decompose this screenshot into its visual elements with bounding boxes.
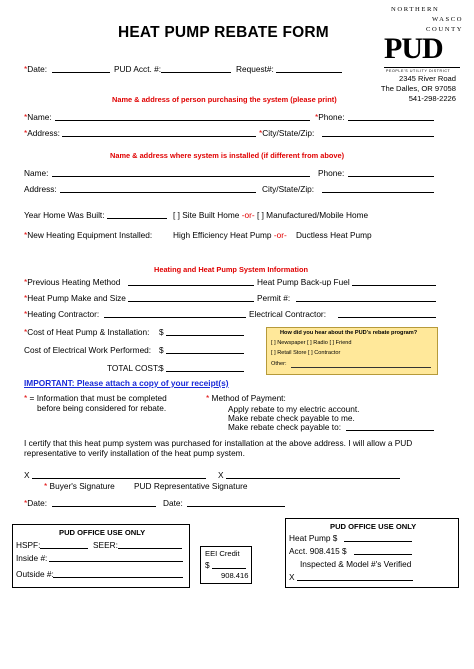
- inspected-x: X: [289, 572, 295, 582]
- pud-signature-label: PUD Representative Signature: [134, 481, 248, 491]
- cost-hp-label: *Cost of Heat Pump & Installation:: [24, 327, 150, 337]
- seer-field[interactable]: [118, 548, 182, 549]
- logo-mark: PUD: [384, 32, 443, 65]
- pud-date-field[interactable]: [187, 506, 285, 507]
- date-row: *Date:: [24, 64, 48, 74]
- new-equipment-label: New Heating Equipment Installed:: [27, 230, 153, 240]
- buyer-signature-label: * Buyer's Signature: [44, 481, 115, 491]
- installed-phone-label: Phone:: [318, 168, 345, 178]
- purchaser-address-field[interactable]: [62, 136, 256, 137]
- site-built-checkbox[interactable]: [ ]: [173, 210, 180, 220]
- new-equipment-row: *New Heating Equipment Installed:: [24, 230, 153, 240]
- outside-label: Outside #:: [16, 569, 54, 579]
- required-info-note-2: before being considered for rebate.: [37, 403, 167, 413]
- or-text-2: -or-: [273, 230, 287, 240]
- purchaser-city-field[interactable]: [322, 136, 434, 137]
- logo-rule: [384, 67, 460, 68]
- electrical-contractor-label: Electrical Contractor:: [249, 309, 327, 319]
- installed-city-field[interactable]: [322, 192, 434, 193]
- purchaser-phone-label: *Phone:: [315, 112, 345, 122]
- heat-pump-field[interactable]: [344, 541, 412, 542]
- total-cost-field[interactable]: [166, 371, 244, 372]
- hspf-field[interactable]: [40, 548, 88, 549]
- manufactured-checkbox[interactable]: [ ] Manufactured/Mobile Home: [256, 210, 369, 220]
- installed-name-field[interactable]: [52, 176, 310, 177]
- cost-elec-field[interactable]: [166, 353, 244, 354]
- seer-label: SEER:: [93, 540, 118, 550]
- date-label: Date:: [27, 64, 48, 74]
- site-built-label: Site Built Home: [182, 210, 240, 220]
- pud-acct-field[interactable]: [161, 72, 231, 73]
- permit-field[interactable]: [296, 301, 436, 302]
- survey-other-label: Other:: [271, 361, 287, 367]
- inside-field[interactable]: [49, 561, 183, 562]
- purchaser-city-label: *City/State/Zip:: [259, 128, 315, 138]
- cost-hp-field[interactable]: [166, 335, 244, 336]
- acct-field[interactable]: [354, 554, 412, 555]
- buyer-x: X: [24, 470, 30, 480]
- eei-credit-box: [200, 546, 252, 584]
- installed-heading: Name & address where system is installed (if different from above): [110, 151, 345, 160]
- installed-phone-field[interactable]: [348, 176, 434, 177]
- inspected-label: Inspected & Model #'s Verified: [300, 559, 412, 569]
- payment-option-account[interactable]: Apply rebate to my electric account.: [228, 404, 360, 414]
- pud-logo: [382, 6, 462, 78]
- buyer-date-field[interactable]: [52, 506, 156, 507]
- survey-other-field[interactable]: [291, 367, 431, 368]
- total-cost-label: TOTAL COST:: [107, 363, 160, 373]
- address-city: The Dalles, OR 97058: [380, 84, 456, 93]
- backup-fuel-field[interactable]: [352, 285, 436, 286]
- equipment-options: [173, 230, 372, 240]
- request-label: Request#:: [236, 64, 274, 74]
- survey-box: [266, 327, 438, 375]
- purchaser-heading: Name & address of person purchasing the system (please print): [112, 95, 337, 104]
- installed-name-label: Name:: [24, 168, 49, 178]
- payment-option-me[interactable]: Make rebate check payable to me.: [228, 413, 355, 423]
- inspected-signature-field[interactable]: [297, 580, 413, 581]
- pud-signature-field[interactable]: [226, 478, 400, 479]
- hspf-label: HSPF:: [16, 540, 41, 550]
- heat-pump-label: Heat Pump $: [289, 533, 338, 543]
- heating-contractor-label: *Heating Contractor:: [24, 309, 100, 319]
- permit-label: Permit #:: [257, 293, 291, 303]
- heating-heading: Heating and Heat Pump System Information: [154, 265, 308, 274]
- outside-field[interactable]: [53, 577, 183, 578]
- purchaser-address-label: *Address:: [24, 128, 60, 138]
- survey-question: How did you hear about the PUD's rebate program?: [280, 330, 418, 336]
- office-use-left: [12, 524, 190, 588]
- installed-city-label: City/State/Zip:: [262, 184, 315, 194]
- buyer-signature-field[interactable]: [32, 478, 206, 479]
- installed-address-field[interactable]: [60, 192, 256, 193]
- acct-label: Acct. 908.415 $: [289, 546, 347, 556]
- year-built-field[interactable]: [107, 218, 167, 219]
- office-use-right: [285, 518, 459, 588]
- office-left-heading: PUD OFFICE USE ONLY: [59, 528, 146, 537]
- required-info-note: * = Information that must be completed: [24, 393, 167, 403]
- address-phone: 541-298-2226: [408, 94, 456, 103]
- eei-field[interactable]: [212, 568, 246, 569]
- cost-elec-dollar: $: [159, 345, 164, 355]
- payment-option-other[interactable]: Make rebate check payable to:: [228, 422, 341, 432]
- total-cost-dollar: $: [159, 363, 164, 373]
- survey-options-2[interactable]: [ ] Retail Store [ ] Contractor: [271, 350, 341, 356]
- pud-acct-label: PUD Acct. #:: [114, 64, 162, 74]
- payment-method-label: * Method of Payment:: [206, 393, 286, 403]
- purchaser-phone-field[interactable]: [348, 120, 434, 121]
- eei-dollar: $: [205, 560, 210, 570]
- pud-x: X: [218, 470, 224, 480]
- address-street: 2345 River Road: [399, 74, 456, 83]
- request-field[interactable]: [276, 72, 342, 73]
- heating-contractor-field[interactable]: [104, 317, 246, 318]
- site-built-row: [173, 210, 368, 220]
- high-efficiency-option[interactable]: High Efficiency Heat Pump: [173, 230, 272, 240]
- eei-value: 908.416: [221, 571, 249, 580]
- previous-heating-label: *Previous Heating Method: [24, 277, 121, 287]
- logo-tagline: PEOPLE'S UTILITY DISTRICT: [386, 69, 451, 73]
- logo-line1: NORTHERN: [391, 6, 440, 13]
- logo-line3: COUNTY: [426, 26, 464, 33]
- purchaser-name-label: *Name:: [24, 112, 52, 122]
- date-field[interactable]: [52, 72, 110, 73]
- office-right-heading: PUD OFFICE USE ONLY: [330, 522, 417, 531]
- make-size-field[interactable]: [128, 301, 254, 302]
- previous-heating-field[interactable]: [128, 285, 254, 286]
- logo-line2: WASCO: [432, 16, 464, 23]
- installed-address-label: Address:: [24, 184, 57, 194]
- certify-line2: representative to verify installation of the heat pump system.: [24, 448, 245, 458]
- inside-label: Inside #:: [16, 553, 48, 563]
- cost-elec-label: Cost of Electrical Work Performed:: [24, 345, 152, 355]
- or-text: -or-: [241, 210, 255, 220]
- buyer-date-label: *Date:: [24, 498, 48, 508]
- ductless-option[interactable]: Ductless Heat Pump: [296, 230, 372, 240]
- purchaser-name-field[interactable]: [55, 120, 310, 121]
- important-note: IMPORTANT: Please attach a copy of your receipt(s): [24, 378, 229, 388]
- eei-label: EEI Credit: [205, 549, 240, 558]
- electrical-contractor-field[interactable]: [338, 317, 436, 318]
- make-size-label: *Heat Pump Make and Size: [24, 293, 126, 303]
- form-title: HEAT PUMP REBATE FORM: [118, 24, 329, 41]
- survey-options-1[interactable]: [ ] Newspaper [ ] Radio [ ] Friend: [271, 340, 352, 346]
- backup-fuel-label: Heat Pump Back-up Fuel: [257, 277, 350, 287]
- certify-line1: I certify that this heat pump system was purchased for installation at the above address. I will allow a PUD: [24, 438, 413, 448]
- year-built-label: Year Home Was Built:: [24, 210, 105, 220]
- cost-hp-dollar: $: [159, 327, 164, 337]
- pud-date-label: Date:: [163, 498, 183, 508]
- payable-to-field[interactable]: [346, 430, 434, 431]
